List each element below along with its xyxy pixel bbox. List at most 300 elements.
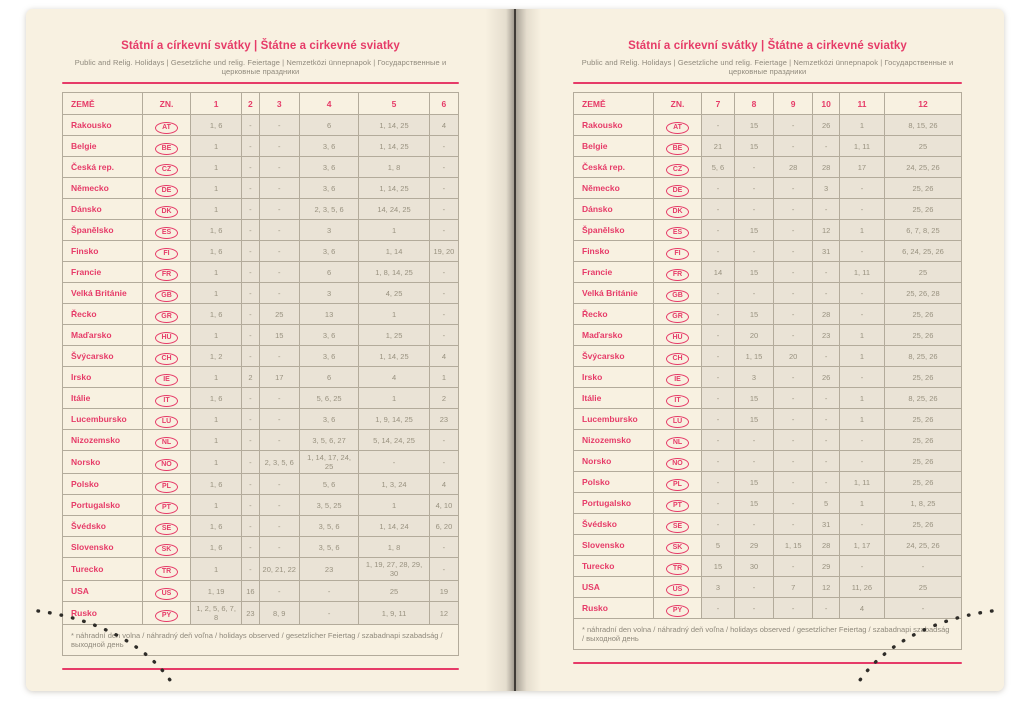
holiday-days-cell: 25, 26 — [884, 199, 961, 220]
table-row — [574, 367, 962, 388]
holiday-days-cell: - — [813, 472, 840, 493]
holiday-days-cell: 15 — [734, 493, 773, 514]
holiday-days-cell: - — [774, 178, 813, 199]
holiday-days-cell: - — [774, 493, 813, 514]
page-title: Státní a církevní svátky | Štátne a cirkevné sviatky — [121, 40, 400, 52]
column-header-month-1: 1 — [191, 93, 242, 115]
holiday-days-cell: - — [259, 430, 299, 451]
country-name: Irsko — [574, 367, 654, 388]
holiday-days-cell: 25 — [884, 577, 961, 598]
country-name: Velká Británie — [63, 283, 143, 304]
holidays-table-months-1-6 — [62, 92, 459, 656]
table-row — [63, 325, 459, 346]
holiday-days-cell: - — [359, 451, 430, 474]
holiday-days-cell: - — [839, 304, 884, 325]
holiday-days-cell: 1 — [191, 451, 242, 474]
country-code-cell — [143, 367, 191, 388]
holiday-days-cell: - — [839, 556, 884, 577]
holiday-days-cell: 31 — [813, 514, 840, 535]
diary-spread — [26, 9, 1004, 691]
holiday-days-cell: 25, 26 — [884, 409, 961, 430]
holiday-days-cell: - — [774, 136, 813, 157]
holiday-days-cell: 4 — [429, 346, 458, 367]
country-code-cell — [143, 136, 191, 157]
holiday-days-cell: 1 — [191, 199, 242, 220]
holiday-days-cell: - — [884, 556, 961, 577]
country-code-cell — [654, 241, 702, 262]
table-row — [574, 472, 962, 493]
holiday-days-cell: 8, 9 — [259, 602, 299, 625]
holiday-days-cell: - — [702, 451, 735, 472]
country-code-badge: HU — [155, 332, 178, 344]
table-row — [63, 367, 459, 388]
table-row — [63, 115, 459, 136]
country-name: Rakousko — [63, 115, 143, 136]
holiday-days-cell: - — [774, 430, 813, 451]
holiday-days-cell: - — [702, 115, 735, 136]
table-row — [574, 535, 962, 556]
holiday-days-cell: - — [259, 199, 299, 220]
holiday-days-cell: 21 — [702, 136, 735, 157]
holiday-days-cell: 1 — [359, 220, 430, 241]
table-row — [63, 283, 459, 304]
holiday-days-cell: 1 — [191, 409, 242, 430]
country-name: Česká rep. — [63, 157, 143, 178]
holiday-days-cell: 3, 5, 25 — [299, 495, 358, 516]
country-code-cell — [654, 514, 702, 535]
holiday-days-cell: 26 — [813, 115, 840, 136]
holiday-days-cell: - — [702, 346, 735, 367]
holiday-days-cell: - — [259, 537, 299, 558]
holiday-days-cell: 4, 25 — [359, 283, 430, 304]
column-header-month-11: 11 — [839, 93, 884, 115]
country-name: Španělsko — [574, 220, 654, 241]
holiday-days-cell: - — [259, 115, 299, 136]
holiday-days-cell: 2, 3, 5, 6 — [299, 199, 358, 220]
table-row — [574, 556, 962, 577]
country-code-badge: GB — [666, 290, 689, 302]
holiday-days-cell: 15 — [734, 220, 773, 241]
table-row — [574, 577, 962, 598]
holiday-days-cell: 1 — [359, 388, 430, 409]
holiday-days-cell: 15 — [259, 325, 299, 346]
table-row — [63, 388, 459, 409]
holiday-days-cell: 25, 26 — [884, 178, 961, 199]
holiday-days-cell: 2, 3, 5, 6 — [259, 451, 299, 474]
holiday-days-cell: 1, 2, 5, 6, 7, 8 — [191, 602, 242, 625]
country-name: Rusko — [574, 598, 654, 619]
country-code-cell — [143, 262, 191, 283]
holiday-days-cell: 3 — [702, 577, 735, 598]
country-code-cell — [143, 558, 191, 581]
table-row — [63, 199, 459, 220]
holiday-days-cell: 1, 14, 24 — [359, 516, 430, 537]
holiday-days-cell: 4 — [359, 367, 430, 388]
holiday-days-cell: 23 — [429, 409, 458, 430]
holiday-days-cell: - — [702, 367, 735, 388]
holiday-days-cell: - — [429, 157, 458, 178]
holiday-days-cell: 1, 8 — [359, 157, 430, 178]
holiday-days-cell: - — [774, 556, 813, 577]
country-code-cell — [143, 220, 191, 241]
holiday-days-cell: - — [242, 409, 259, 430]
holiday-days-cell: 3, 6 — [299, 157, 358, 178]
holiday-days-cell: - — [774, 367, 813, 388]
holiday-days-cell: - — [702, 325, 735, 346]
country-name: Německo — [63, 178, 143, 199]
holiday-days-cell: - — [259, 581, 299, 602]
holiday-days-cell: - — [702, 472, 735, 493]
country-code-badge: PL — [666, 479, 689, 491]
holiday-days-cell: - — [774, 598, 813, 619]
holiday-days-cell: 6 — [299, 367, 358, 388]
holiday-days-cell: - — [774, 262, 813, 283]
holiday-days-cell: 5 — [813, 493, 840, 514]
holiday-days-cell: - — [702, 220, 735, 241]
country-code-cell — [143, 474, 191, 495]
holiday-days-cell: - — [242, 157, 259, 178]
country-code-cell — [143, 409, 191, 430]
holiday-days-cell: - — [429, 283, 458, 304]
country-name: Švédsko — [63, 516, 143, 537]
holidays-table-months-7-12 — [573, 92, 962, 650]
country-code-cell — [654, 115, 702, 136]
country-code-badge: GR — [666, 311, 689, 323]
column-header-month-8: 8 — [734, 93, 773, 115]
holiday-days-cell: 15 — [734, 472, 773, 493]
country-name: USA — [574, 577, 654, 598]
holiday-days-cell: 3, 6 — [299, 136, 358, 157]
holiday-days-cell: - — [813, 388, 840, 409]
column-header-month-3: 3 — [259, 93, 299, 115]
country-code-badge: HU — [666, 332, 689, 344]
country-code-cell — [654, 535, 702, 556]
holiday-days-cell: - — [774, 241, 813, 262]
country-name: Itálie — [574, 388, 654, 409]
holiday-days-cell: 25, 26 — [884, 325, 961, 346]
holiday-days-cell: - — [813, 451, 840, 472]
country-code-badge: SK — [155, 544, 178, 556]
column-header-month-12: 12 — [884, 93, 961, 115]
holiday-days-cell: - — [839, 514, 884, 535]
country-name: Portugalsko — [63, 495, 143, 516]
holiday-days-cell: 28 — [813, 535, 840, 556]
country-code-badge: LU — [155, 416, 178, 428]
holiday-days-cell: - — [299, 602, 358, 625]
holiday-days-cell: 1, 17 — [839, 535, 884, 556]
country-code-badge: SE — [155, 523, 178, 535]
country-code-cell — [654, 598, 702, 619]
holiday-days-cell: - — [702, 388, 735, 409]
holiday-days-cell: 19 — [429, 581, 458, 602]
holiday-days-cell: - — [734, 241, 773, 262]
holiday-days-cell: 25, 26, 28 — [884, 283, 961, 304]
holiday-days-cell: - — [839, 199, 884, 220]
country-code-badge: AT — [155, 122, 178, 134]
holiday-days-cell: - — [259, 178, 299, 199]
holiday-days-cell: 1 — [191, 325, 242, 346]
holiday-days-cell: - — [813, 262, 840, 283]
column-header-month-7: 7 — [702, 93, 735, 115]
holiday-days-cell: - — [259, 346, 299, 367]
holiday-days-cell: - — [259, 283, 299, 304]
holiday-days-cell: 3, 5, 6 — [299, 537, 358, 558]
country-code-badge: ES — [155, 227, 178, 239]
table-row — [574, 241, 962, 262]
holiday-days-cell: - — [429, 430, 458, 451]
holiday-days-cell: 25, 26 — [884, 304, 961, 325]
country-code-badge: US — [666, 584, 689, 596]
country-code-badge: BE — [666, 143, 689, 155]
holiday-days-cell: 1, 2 — [191, 346, 242, 367]
country-name: Švýcarsko — [574, 346, 654, 367]
country-code-cell — [654, 157, 702, 178]
holiday-days-cell: - — [813, 199, 840, 220]
holiday-days-cell: - — [429, 451, 458, 474]
country-code-badge: ES — [666, 227, 689, 239]
country-name: Norsko — [574, 451, 654, 472]
holiday-days-cell: - — [774, 199, 813, 220]
holiday-days-cell: - — [774, 283, 813, 304]
country-code-badge: TR — [155, 566, 178, 578]
holiday-days-cell: - — [702, 178, 735, 199]
holiday-days-cell: 3, 5, 6, 27 — [299, 430, 358, 451]
holiday-days-cell: - — [259, 516, 299, 537]
country-code-badge: IT — [666, 395, 689, 407]
holiday-days-cell: 29 — [734, 535, 773, 556]
country-name: Polsko — [63, 474, 143, 495]
holiday-days-cell: 3, 6 — [299, 409, 358, 430]
holiday-days-cell: 8, 15, 26 — [884, 115, 961, 136]
holiday-days-cell: - — [702, 493, 735, 514]
holiday-days-cell: - — [702, 409, 735, 430]
holiday-days-cell: 25, 26 — [884, 367, 961, 388]
table-row — [574, 283, 962, 304]
country-code-cell — [654, 199, 702, 220]
country-code-badge: DE — [666, 185, 689, 197]
holiday-days-cell: - — [259, 495, 299, 516]
holiday-days-cell: - — [702, 430, 735, 451]
holiday-days-cell: - — [734, 157, 773, 178]
holiday-days-cell: 4, 10 — [429, 495, 458, 516]
holiday-days-cell: 5, 14, 24, 25 — [359, 430, 430, 451]
table-row — [574, 493, 962, 514]
diary-page-right — [515, 9, 1004, 691]
holiday-days-cell: - — [242, 136, 259, 157]
country-code-cell — [143, 325, 191, 346]
country-code-badge: PT — [666, 500, 689, 512]
country-code-cell — [143, 516, 191, 537]
column-header-month-10: 10 — [813, 93, 840, 115]
table-row — [574, 262, 962, 283]
holiday-days-cell: - — [774, 388, 813, 409]
country-code-cell — [143, 581, 191, 602]
country-code-badge: BE — [155, 143, 178, 155]
country-name: Portugalsko — [574, 493, 654, 514]
column-header-month-5: 5 — [359, 93, 430, 115]
table-row — [63, 157, 459, 178]
country-name: Česká rep. — [574, 157, 654, 178]
table-row — [574, 157, 962, 178]
holiday-days-cell: - — [242, 537, 259, 558]
country-code-cell — [143, 115, 191, 136]
holiday-days-cell: 15 — [734, 388, 773, 409]
holiday-days-cell: 30 — [734, 556, 773, 577]
country-code-badge: NL — [155, 437, 178, 449]
holiday-days-cell: - — [734, 430, 773, 451]
country-name: Španělsko — [63, 220, 143, 241]
holiday-days-cell: 4 — [839, 598, 884, 619]
country-code-badge: DK — [666, 206, 689, 218]
country-code-badge: SK — [666, 542, 689, 554]
country-code-badge: NO — [666, 458, 689, 470]
holiday-days-cell: - — [813, 283, 840, 304]
table-row — [63, 241, 459, 262]
country-name: Belgie — [574, 136, 654, 157]
column-header-month-9: 9 — [774, 93, 813, 115]
holiday-days-cell: - — [702, 304, 735, 325]
holiday-days-cell: - — [702, 514, 735, 535]
table-row — [63, 304, 459, 325]
holiday-days-cell: - — [774, 472, 813, 493]
holiday-days-cell: - — [734, 178, 773, 199]
country-name: Nizozemsko — [63, 430, 143, 451]
holiday-days-cell: - — [259, 262, 299, 283]
country-name: Německo — [574, 178, 654, 199]
country-code-cell — [654, 346, 702, 367]
country-name: Finsko — [63, 241, 143, 262]
table-row — [63, 262, 459, 283]
holiday-days-cell: 3, 6 — [299, 346, 358, 367]
table-row — [574, 514, 962, 535]
holiday-days-cell: 1, 8, 14, 25 — [359, 262, 430, 283]
holiday-days-cell: 1, 8, 25 — [884, 493, 961, 514]
holiday-days-cell: 6 — [299, 115, 358, 136]
table-row — [63, 474, 459, 495]
holiday-days-cell: - — [242, 388, 259, 409]
country-code-cell — [654, 451, 702, 472]
holiday-days-cell: - — [259, 220, 299, 241]
country-name: Norsko — [63, 451, 143, 474]
country-code-cell — [143, 157, 191, 178]
holiday-days-cell: - — [242, 430, 259, 451]
country-name: Dánsko — [574, 199, 654, 220]
holiday-days-cell: - — [242, 178, 259, 199]
country-code-badge: FR — [666, 269, 689, 281]
country-code-badge: PY — [666, 605, 689, 617]
country-name: Polsko — [574, 472, 654, 493]
holiday-days-cell: 25, 26 — [884, 472, 961, 493]
holiday-days-cell: - — [429, 537, 458, 558]
country-code-cell — [654, 325, 702, 346]
table-row — [63, 136, 459, 157]
table-row — [63, 581, 459, 602]
holiday-days-cell: - — [242, 304, 259, 325]
country-code-badge: GB — [155, 290, 178, 302]
holiday-days-cell: - — [884, 598, 961, 619]
holiday-days-cell: 1, 19, 27, 28, 29, 30 — [359, 558, 430, 581]
holiday-days-cell: - — [702, 598, 735, 619]
holiday-days-cell: 1, 14 — [359, 241, 430, 262]
country-code-cell — [143, 241, 191, 262]
column-header-month-6: 6 — [429, 93, 458, 115]
holiday-days-cell: - — [813, 136, 840, 157]
column-header-country: ZEMĚ — [574, 93, 654, 115]
holiday-days-cell: 1 — [191, 283, 242, 304]
holiday-days-cell: 12 — [813, 220, 840, 241]
holiday-days-cell: - — [734, 577, 773, 598]
country-code-cell — [654, 262, 702, 283]
holiday-days-cell: - — [259, 157, 299, 178]
table-row — [574, 388, 962, 409]
holiday-days-cell: 25, 26 — [884, 451, 961, 472]
holiday-days-cell: - — [774, 115, 813, 136]
holiday-days-cell: - — [702, 241, 735, 262]
country-code-cell — [143, 388, 191, 409]
country-code-cell — [654, 220, 702, 241]
holiday-days-cell: 25 — [884, 136, 961, 157]
country-name: USA — [63, 581, 143, 602]
holiday-days-cell: 12 — [429, 602, 458, 625]
holiday-days-cell: 23 — [242, 602, 259, 625]
holiday-days-cell: - — [734, 598, 773, 619]
holiday-days-cell: 14 — [702, 262, 735, 283]
holiday-days-cell: - — [839, 367, 884, 388]
country-code-cell — [143, 537, 191, 558]
country-code-cell — [143, 430, 191, 451]
table-row — [574, 115, 962, 136]
country-code-cell — [654, 430, 702, 451]
holiday-days-cell: 1 — [191, 495, 242, 516]
table-row — [63, 451, 459, 474]
holiday-days-cell: 25 — [884, 262, 961, 283]
holiday-days-cell: 1, 6 — [191, 241, 242, 262]
table-row — [63, 558, 459, 581]
country-code-badge: IE — [666, 374, 689, 386]
holiday-days-cell: 1, 8 — [359, 537, 430, 558]
table-header-row — [574, 93, 962, 115]
holiday-days-cell: 2 — [242, 367, 259, 388]
table-row — [63, 516, 459, 537]
country-code-badge: LU — [666, 416, 689, 428]
country-name: Dánsko — [63, 199, 143, 220]
holiday-days-cell: 1, 14, 25 — [359, 136, 430, 157]
holiday-days-cell: - — [839, 283, 884, 304]
country-code-cell — [654, 304, 702, 325]
holiday-days-cell: 31 — [813, 241, 840, 262]
holiday-days-cell: - — [734, 283, 773, 304]
stitching-dots-decoration — [850, 607, 1000, 687]
country-code-cell — [654, 493, 702, 514]
holiday-days-cell: - — [774, 514, 813, 535]
holiday-days-cell: - — [242, 325, 259, 346]
holiday-days-cell: 15 — [734, 409, 773, 430]
holiday-days-cell: - — [299, 581, 358, 602]
country-code-cell — [654, 577, 702, 598]
holiday-days-cell: 6, 20 — [429, 516, 458, 537]
holiday-days-cell: 2 — [429, 388, 458, 409]
country-code-badge: CH — [666, 353, 689, 365]
holiday-days-cell: - — [774, 409, 813, 430]
page-subtitle: Public and Relig. Holidays | Gesetzliche und relig. Feiertage | Nemzetközi ünnepnapok | Государственные и церковные праздники — [74, 58, 447, 76]
holiday-days-cell: - — [774, 325, 813, 346]
country-name: Lucembursko — [63, 409, 143, 430]
holiday-days-cell: 1 — [839, 115, 884, 136]
holiday-days-cell: - — [774, 220, 813, 241]
country-name: Rakousko — [574, 115, 654, 136]
country-code-badge: CZ — [155, 164, 178, 176]
table-row — [574, 136, 962, 157]
